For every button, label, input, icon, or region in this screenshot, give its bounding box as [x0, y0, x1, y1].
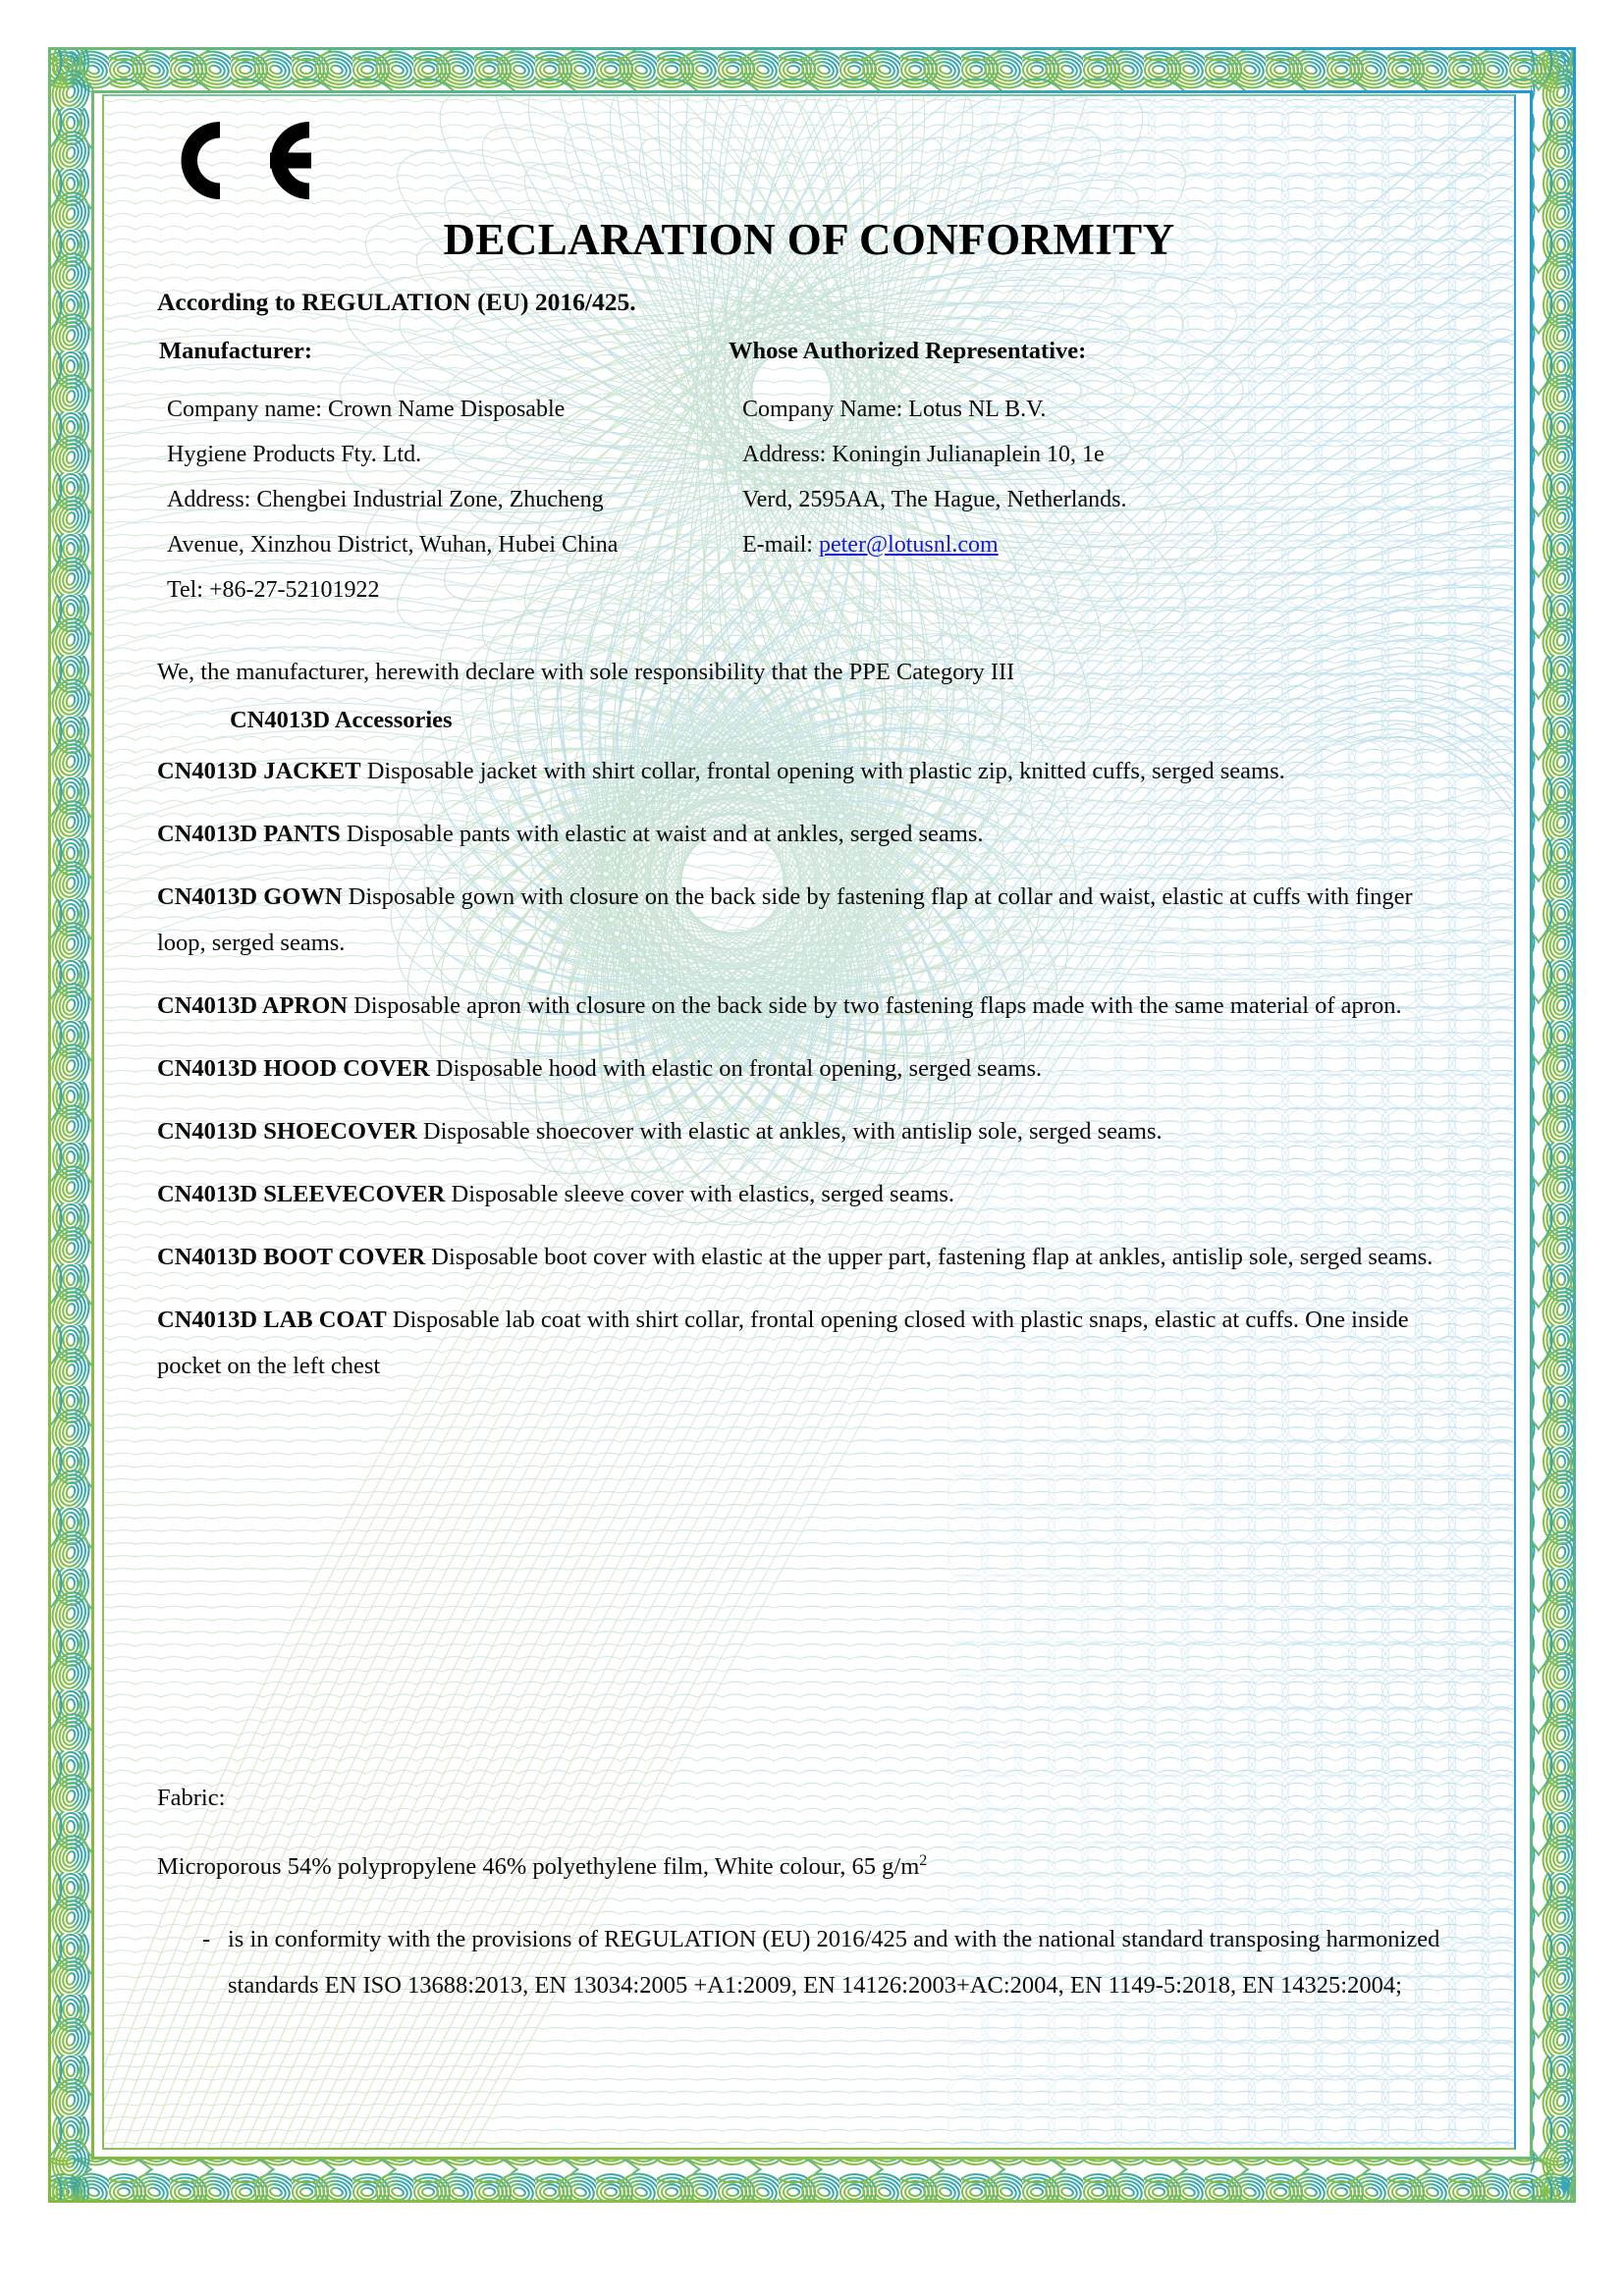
product-description: Disposable hood with elastic on frontal opening, serged seams.: [435, 1055, 1043, 1082]
product-list: [157, 748, 1463, 1406]
page-title: DECLARATION OF CONFORMITY: [443, 215, 1175, 264]
product-description: Disposable pants with elastic at waist and at ankles, serged seams.: [346, 821, 984, 847]
representative-line: Verd, 2595AA, The Hague, Netherlands.: [742, 487, 1127, 512]
product-description: Disposable sleeve cover with elastics, serged seams.: [451, 1181, 955, 1207]
product-item: [157, 1297, 1463, 1389]
product-description: Disposable gown with closure on the back side by fastening flap at collar and waist, elastic at cuffs with finger loop, serged seams.: [157, 883, 1413, 956]
product-code: CN4013D PANTS: [157, 821, 341, 847]
product-description: Disposable lab coat with shirt collar, frontal opening closed with plastic snaps, elastic at cuffs. One inside pocket on the left chest: [157, 1307, 1409, 1379]
product-item: [157, 811, 1463, 857]
fabric-block: [157, 1775, 1473, 1890]
fabric-unit-superscript: 2: [919, 1852, 928, 1869]
product-description: Disposable apron with closure on the back side by two fastening flaps made with the same material of apron.: [353, 992, 1402, 1019]
declaration-statement: We, the manufacturer, herewith declare with sole responsibility that the PPE Category III: [157, 659, 1015, 685]
product-item: [157, 874, 1463, 966]
product-description: Disposable boot cover with elastic at the upper part, fastening flap at ankles, antislip sole, serged seams.: [431, 1244, 1434, 1270]
authorized-representative-block: [729, 338, 1337, 567]
product-item: [157, 1045, 1463, 1092]
manufacturer-line: Avenue, Xinzhou District, Wuhan, Hubei China: [167, 532, 619, 558]
product-code: CN4013D JACKET: [157, 758, 361, 784]
product-item: [157, 983, 1463, 1029]
regulation-line: According to REGULATION (EU) 2016/425.: [157, 288, 636, 316]
product-code: CN4013D BOOT COVER: [157, 1244, 426, 1270]
product-code: CN4013D HOOD COVER: [157, 1055, 430, 1082]
fabric-description: [157, 1838, 1473, 1890]
product-code: CN4013D LAB COAT: [157, 1307, 387, 1333]
representative-email-line: [729, 522, 1337, 567]
email-label: E-mail:: [742, 532, 813, 558]
product-code: CN4013D SLEEVECOVER: [157, 1181, 446, 1207]
product-description: Disposable shoecover with elastic at ankles, with antislip sole, serged seams.: [422, 1118, 1163, 1145]
product-description: Disposable jacket with shirt collar, frontal opening with plastic zip, knitted cuffs, serged seams.: [366, 758, 1285, 784]
product-item: [157, 1171, 1463, 1217]
product-item: [157, 748, 1463, 794]
conformity-statement: [157, 1916, 1492, 2008]
bullet-dash: -: [202, 1926, 211, 1952]
representative-line: Company Name: Lotus NL B.V.: [742, 397, 1047, 422]
representative-line: Address: Koningin Julianaplein 10, 1e: [742, 442, 1105, 467]
product-code: CN4013D GOWN: [157, 883, 343, 910]
ce-mark-logo: [159, 114, 316, 207]
certificate-content: [102, 94, 1516, 2150]
manufacturer-line: Address: Chengbei Industrial Zone, Zhucheng: [167, 487, 604, 512]
fabric-description-text: Microporous 54% polypropylene 46% polyethylene film, White colour, 65 g/m: [157, 1853, 920, 1881]
manufacturer-line: Hygiene Products Fty. Ltd.: [167, 442, 422, 467]
manufacturer-tel: Tel: +86-27-52101922: [167, 577, 380, 603]
ce-logo-icon: [159, 114, 316, 207]
manufacturer-line: Company name: Crown Name Disposable: [167, 397, 566, 422]
representative-heading: Whose Authorized Representative:: [729, 338, 1087, 364]
manufacturer-heading: Manufacturer:: [159, 338, 313, 364]
conformity-text: is in conformity with the provisions of REGULATION (EU) 2016/425 and with the national standard transposing harmonized standards EN ISO 13688:2013, EN 13034:2005 +A1:2009, EN 14126:2003+AC:2004, EN 1149-5:2018, EN 14325:2004;: [228, 1926, 1440, 1999]
product-item: [157, 1234, 1463, 1280]
product-code: CN4013D APRON: [157, 992, 348, 1019]
email-link[interactable]: peter@lotusnl.com: [818, 532, 999, 558]
manufacturer-block: [159, 338, 748, 613]
accessories-heading: CN4013D Accessories: [230, 707, 453, 733]
product-code: CN4013D SHOECOVER: [157, 1118, 417, 1145]
fabric-label: Fabric:: [157, 1785, 226, 1811]
product-item: [157, 1108, 1463, 1154]
